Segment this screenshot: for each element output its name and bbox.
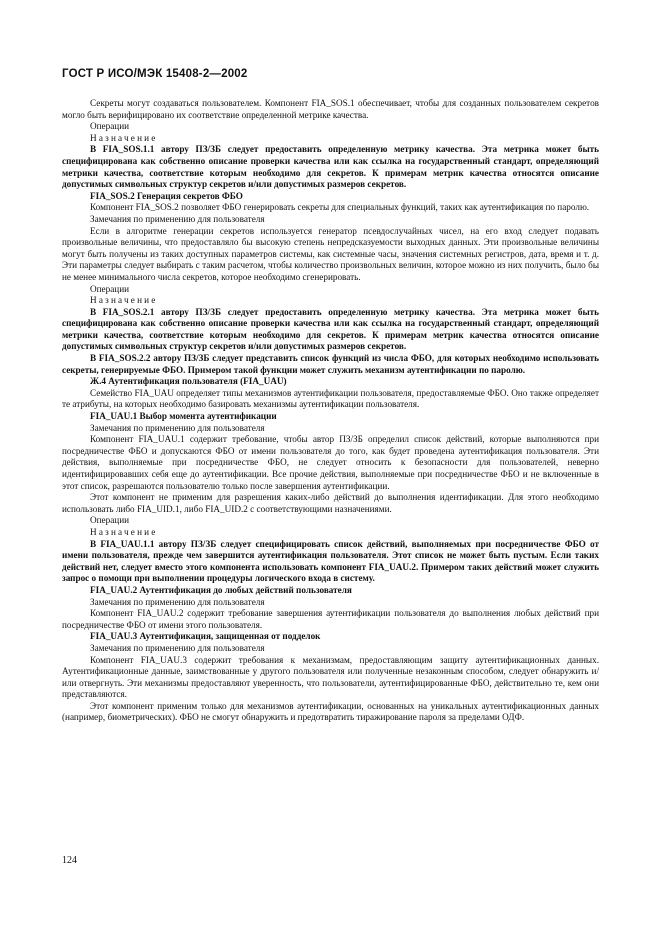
running-header: ГОСТ Р ИСО/МЭК 15408-2—2002 [62,68,248,80]
paragraph: FIA_UAU.2 Аутентификация до любых действий пользователя [90,584,352,595]
paragraph: Замечания по применению для пользователя [90,642,265,653]
paragraph: FIA_UAU.1 Выбор момента аутентификации [90,411,277,422]
paragraph: Компонент FIA_UAU.3 содержит требования к механизмам, предоставляющим защиту аутентификационных данных. Аутентификационные данные, заимствованные у другого пользователя или полученные незаконным способом, следует обнаружить и/или отвергнуть. Эти механизмы предоставляют уверенность, что пользователи, аутентифицированные ФБО, действительно те, кем они представляются. [62,654,599,700]
paragraph: В FIA_SOS.2.2 автору ПЗ/ЗБ следует представить список функций из числа ФБО, для которых необходимо использовать секреты, генерируемые ФБО. Примером такой функции может служить механизм аутентификации по паролю. [62,353,599,375]
paragraph: Компонент FIA_UAU.1 содержит требование, чтобы автор ПЗ/ЗБ определил список действий, которые выполняются при посредничестве ФБО и допускаются ФБО от имени пользователя до того, как будет проведена аутентификация пользователя. Эти действия, выполняемые при посредничестве ФБО, не следует относить к безопасности для пользователей, неверно идентифицировавших себя еще до аутентификации. Все прочие действия, выполняемые при посредничестве ФБО и не включенные в этот список, разрешаются пользователю только после завершения аутентификации. [62,434,599,491]
page-number: 124 [62,855,77,866]
paragraph: Если в алгоритме генерации секретов используется генератор псевдослучайных чисел, на его вход следует подавать произвольные величины, что предоставляло бы высокую степень непредсказуемости выходных данных. Эти произвольные величины могут быть получены из таких доступных параметров системы, как системные часы, значения системных регистров, дата, время и т. д. Эти параметры следует выбирать с таким расчетом, чтобы количество произвольных величин, которое можно из них получить, было бы не менее минимального числа секретов, которое необходимо сгенерировать. [62,225,599,282]
paragraph: Компонент FIA_UAU.2 содержит требование завершения аутентификации пользователя до выполнения любых действий при посредничестве ФБО от имени этого пользователя. [62,608,599,630]
paragraph: Компонент FIA_SOS.2 позволяет ФБО генерировать секреты для специальных функций, таких как аутентификация по паролю. [90,202,590,213]
paragraph: Операции [90,283,130,294]
paragraph: В FIA_SOS.2.1 автору ПЗ/ЗБ следует предоставить определенную метрику качества. Эта метрика может быть специфицирована как собственно описание проверки качества или как ссылка на государственный стандарт, определяющий метрики качества, соответствие которым необходимо для секретов. К примерам метрик качества относятся описание допустимых символьных структур секретов и/или допустимых размеров секретов. [62,306,599,352]
paragraph: Назначение [90,295,158,306]
paragraph: Замечания по применению для пользователя [90,213,265,224]
paragraph: Этот компонент не применим для разрешения каких-либо действий до выполнения идентификации. Для этого необходимо использовать либо FIA_UID.1, либо FIA_UID.2 с соответствующими назначениями. [62,492,599,514]
paragraph: Операции [90,121,130,132]
paragraph: Назначение [90,132,158,143]
paragraph: Этот компонент применим только для механизмов аутентификации, основанных на уникальных аутентификационных данных (например, биометрических). ФБО не смогут обнаружить и предотвратить тиражирование пароля за пределами ОДФ. [62,700,599,723]
paragraph: Операции [90,515,130,526]
paragraph: Замечания по применению для пользователя [90,596,265,607]
paragraph: Назначение [90,526,158,537]
paragraph: Секреты могут создаваться пользователем. Компонент FIA_SOS.1 обеспечивает, чтобы для созданных пользователем секретов могло быть верифицировано их соответствие определенной метрике качества. [62,98,599,120]
paragraph: FIA_UAU.3 Аутентификация, защищенная от подделок [90,631,321,642]
document-body [62,98,599,724]
paragraph: В FIA_SOS.1.1 автору ПЗ/ЗБ следует предоставить определенную метрику качества. Эта метрика может быть специфицирована как собственно описание проверки качества или как ссылка на государственный стандарт, определяющий метрики качества, соответствие которым необходимо для секретов. К примерам метрик качества относятся описание допустимых символьных структур секретов и/или допустимых размеров секретов. [62,144,599,190]
paragraph: FIA_SOS.2 Генерация секретов ФБО [90,190,243,201]
paragraph: Замечания по применению для пользователя [90,422,265,433]
paragraph: В FIA_UAU.1.1 автору ПЗ/ЗБ следует специфицировать список действий, выполняемых при посредничестве ФБО от имени пользователя, прежде чем завершится аутентификация пользователя. Этот список не может быть пустым. Если таких действий нет, следует вместо этого компонента использовать компонент FIA_UAU.2. Примером таких действий может служить запрос о помощи при выполнении процедуры логического входа в систему. [62,538,599,584]
paragraph: Семейство FIA_UAU определяет типы механизмов аутентификации пользователя, предоставляемые ФБО. Оно также определяет те атрибуты, на которых необходимо базировать механизмы аутентификации пользователя. [62,387,599,410]
paragraph: Ж.4 Аутентификация пользователя (FIA_UAU) [90,376,287,387]
